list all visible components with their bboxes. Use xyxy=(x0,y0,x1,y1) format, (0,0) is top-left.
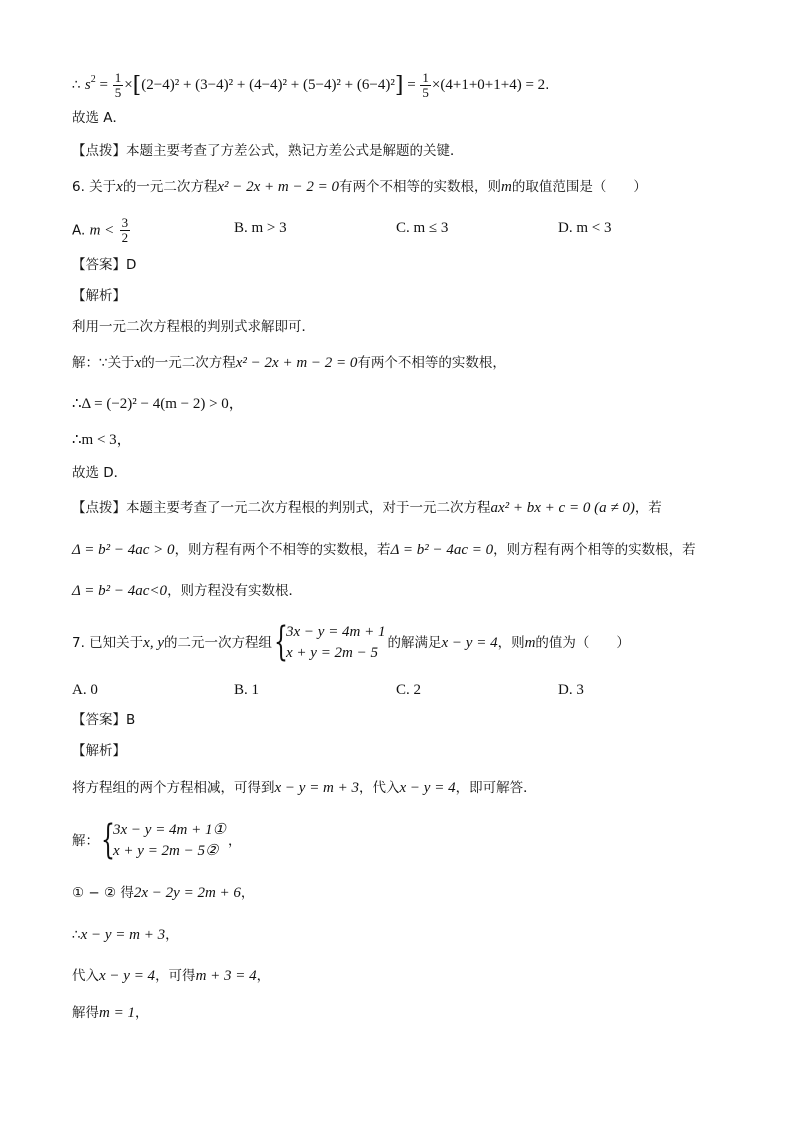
q6-stem-part-c: 有两个不相等的实数根，则 xyxy=(338,179,501,195)
q6-stem-part-a: 6. 关于 xyxy=(72,179,117,195)
q7-condition: x − y = 4 xyxy=(441,635,498,651)
q7-s3-eq: x − y = m + 3 xyxy=(80,927,166,943)
q7-vars: x, y xyxy=(143,635,164,651)
period: . xyxy=(545,77,550,93)
equals-sign-2: = xyxy=(403,77,420,93)
q6-tip2-b: ，则方程有两个不相等的实数根，若 xyxy=(174,542,391,558)
sum-result: ×(4+1+0+1+4) = 2 xyxy=(431,77,546,93)
q7-answer: 【答案】B xyxy=(72,712,136,728)
q7-a1-a: 将方程组的两个方程相减，可得到 xyxy=(72,780,275,796)
fraction-one-fifth-2: $\frac{1}{5}$ xyxy=(422,69,429,100)
q7-sol-row-2: x + y = 2m − 5② xyxy=(113,843,219,859)
equals-sign: = xyxy=(95,77,112,93)
q7-option-c: C. 2 xyxy=(396,682,422,698)
q6-tip-eq: ax² + bx + c = 0 (a ≠ 0) xyxy=(490,500,635,516)
q6-discriminant: ∴Δ = (−2)² − 4(m − 2) > 0， xyxy=(72,396,244,412)
q6-answer: 【答案】D xyxy=(72,257,137,273)
q6-sol-eq: x² − 2x + m − 2 = 0 xyxy=(235,355,358,371)
q7-option-d: D. 3 xyxy=(558,682,584,698)
q6-tip2-a: Δ = b² − 4ac > 0 xyxy=(72,542,175,558)
q7-step-2 xyxy=(72,883,254,903)
q7-s5-end: ， xyxy=(134,1005,149,1021)
q6-option-b: B. m > 3 xyxy=(234,220,287,236)
q7-a1-eq2: x − y = 4 xyxy=(399,780,456,796)
q7-option-a: A. 0 xyxy=(72,682,98,698)
q7-s4-b: ，可得 xyxy=(155,968,196,984)
q7-step-5 xyxy=(72,1003,148,1023)
q6-sol-b: 的一元二次方程 xyxy=(141,355,236,371)
q7-system-row-2: x + y = 2m − 5 xyxy=(286,645,379,661)
q6-equation: x² − 2x + m − 2 = 0 xyxy=(217,179,339,195)
q6-option-c: C. m ≤ 3 xyxy=(396,220,449,236)
q7-s4-eq2: m + 3 = 4 xyxy=(195,968,257,984)
q7-solution-system xyxy=(72,818,241,864)
q6-stem xyxy=(72,177,647,197)
q7-a1-b: ，代入 xyxy=(359,780,400,796)
q7-analysis-heading: 【解析】 xyxy=(72,743,126,759)
q7-sol-label: 解： xyxy=(72,833,99,849)
q7-option-b: B. 1 xyxy=(234,682,260,698)
q7-analysis-1 xyxy=(72,778,537,798)
squared-terms: (2−4)² + (3−4)² + (4−4)² + (5−4)² + (6−4)² xyxy=(141,77,395,93)
q7-a1-c: ，即可解答． xyxy=(455,780,537,796)
q6-tip-line-2 xyxy=(72,540,696,560)
q6-option-a-expr: m < xyxy=(89,222,115,239)
q7-sol-end: ， xyxy=(227,833,242,849)
q7-stem-a: 7. 已知关于 xyxy=(72,635,144,651)
q7-step-3 xyxy=(72,925,179,945)
q7-s2-a: ① − ② 得 xyxy=(72,885,134,901)
q7-system-row-1: 3x − y = 4m + 1 xyxy=(286,624,386,640)
q6-sol-x: x xyxy=(134,355,142,371)
q7-s3-end: ， xyxy=(165,927,179,943)
fraction-one-fifth: $\frac{1}{5}$ xyxy=(114,69,122,100)
q6-analysis-1: 利用一元二次方程根的判别式求解即可． xyxy=(72,319,315,335)
q7-stem-b: 的二元一次方程组 xyxy=(164,635,272,651)
q6-sol-c: 有两个不相等的实数根， xyxy=(357,355,506,371)
q6-tip-a: 【点拨】本题主要考查了一元二次方程根的判别式，对于一元二次方程 xyxy=(72,500,491,516)
q6-option-a xyxy=(72,216,131,245)
q6-tip2-c: Δ = b² − 4ac = 0 xyxy=(390,542,494,558)
q6-option-a-label: A. xyxy=(72,222,86,239)
q7-s4-eq: x − y = 4 xyxy=(99,968,156,984)
q6-option-a-fraction: $\frac{3}{2}$ xyxy=(121,215,129,245)
q6-choice: 故选 D． xyxy=(72,465,128,481)
q7-sol-row-1: 3x − y = 4m + 1① xyxy=(113,822,226,838)
q7-s3-a: ∴ xyxy=(72,927,81,943)
var-s: s xyxy=(84,77,91,93)
q6-tip-b: ，若 xyxy=(634,500,662,516)
q7-a1-eq: x − y = m + 3 xyxy=(274,780,360,796)
q6-analysis-heading: 【解析】 xyxy=(72,288,126,304)
q7-stem-c: 的解满足 xyxy=(387,635,442,651)
tip-line-q5: 【点拨】本题主要考查了方差公式，熟记方差公式是解题的关键． xyxy=(72,143,464,159)
q7-s2-end: ， xyxy=(240,885,255,901)
q7-s4-end: ， xyxy=(256,968,271,984)
q6-var-m: m xyxy=(500,179,512,195)
choice-a-line: 故选 A． xyxy=(72,110,127,126)
q6-sol-a: 解：∵关于 xyxy=(72,355,135,371)
q7-var-m: m xyxy=(524,635,536,651)
q6-option-d: D. m < 3 xyxy=(558,220,612,236)
times-sign: × xyxy=(124,77,133,93)
q6-tip-line-1 xyxy=(72,498,662,518)
q7-stem-e: 的值为（ ） xyxy=(535,635,630,651)
q6-tip2-d: ，则方程有两个相等的实数根，若 xyxy=(493,542,696,558)
q7-s5-a: 解得 xyxy=(72,1005,99,1021)
q7-equation-system: { 3x − y = 4m + 1 x + y = 2m − 5 xyxy=(274,619,386,665)
q6-tip3-a: Δ = b² − 4ac<0 xyxy=(72,583,168,599)
q7-sol-system: { 3x − y = 4m + 1① x + y = 2m − 5② xyxy=(101,817,226,863)
q6-tip-line-3 xyxy=(72,581,302,601)
q6-var-x: x xyxy=(116,179,123,195)
q7-s4-a: 代入 xyxy=(72,968,99,984)
q6-solution-1 xyxy=(72,353,506,373)
q6-result: ∴m < 3， xyxy=(72,432,132,448)
q7-s2-eq: 2x − 2y = 2m + 6 xyxy=(133,885,241,901)
q7-s5-eq: m = 1 xyxy=(99,1005,135,1021)
variance-calc-line: ∴ $s^2$ = $\frac{1}{5}$ ×[(2−4)² + (3−4)² + (4−4)² + (5−4)² + (6−4)²] = $\frac{1}{5}$ ×(4+1+0+1+4) = 2. xyxy=(72,69,550,100)
q6-stem-part-b: 的一元二次方程 xyxy=(122,179,218,195)
q7-stem xyxy=(72,620,630,666)
q6-tip3-b: ，则方程没有实数根． xyxy=(167,583,303,599)
q7-step-4 xyxy=(72,966,270,986)
q6-stem-part-d: 的取值范围是（ ） xyxy=(511,179,647,195)
therefore-symbol: ∴ xyxy=(72,77,81,93)
q7-stem-d: ，则 xyxy=(497,635,525,651)
